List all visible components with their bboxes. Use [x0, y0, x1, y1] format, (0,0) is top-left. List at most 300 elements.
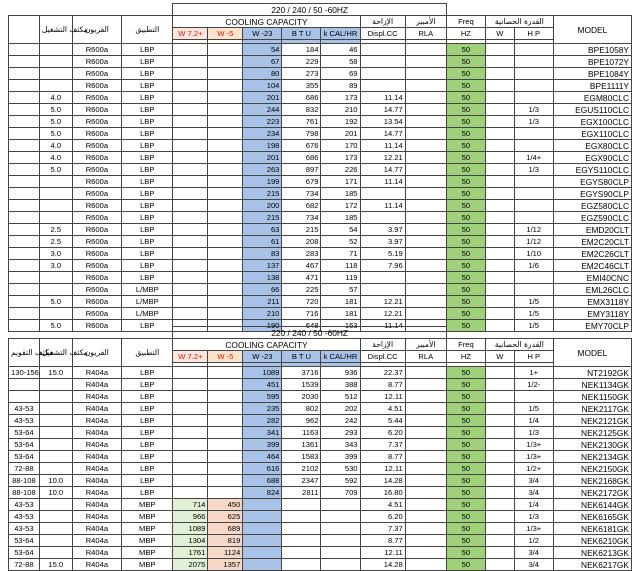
displacement-cell — [360, 272, 405, 284]
refrigerant-cell: R404a — [72, 559, 121, 571]
hp-cell — [514, 44, 553, 56]
freq-cell: 50 — [446, 367, 485, 379]
w72-cell — [173, 308, 208, 320]
table-row — [9, 439, 632, 451]
application-cell: LBP — [122, 260, 173, 272]
hp-cell: 3/4 — [514, 487, 553, 499]
w5-cell — [208, 104, 243, 116]
kcal-cell: 171 — [321, 176, 360, 188]
application-cell: MBP — [122, 511, 173, 523]
model-cell: EM2C20CLT — [553, 236, 631, 248]
run-capacitor-cell — [39, 284, 72, 296]
refrigerant-cell: R404a — [72, 415, 121, 427]
displacement-cell: 14.77 — [360, 128, 405, 140]
application-cell: LBP — [122, 391, 173, 403]
refrigerant-cell: R600a — [72, 152, 121, 164]
btu-cell — [282, 499, 321, 511]
displacement-cell: 11.14 — [360, 176, 405, 188]
freq-cell: 50 — [446, 499, 485, 511]
w72-cell: 966 — [173, 511, 208, 523]
displacement-cell: 6.20 — [360, 511, 405, 523]
table-row — [9, 164, 632, 176]
rla-cell — [405, 284, 446, 296]
kcal-cell: 293 — [321, 427, 360, 439]
application-header: التطبيق — [122, 339, 173, 367]
refrigerant-header: الفريون — [72, 16, 121, 44]
application-cell: LBP — [122, 128, 173, 140]
model-cell: EGYS110CLC — [553, 164, 631, 176]
model-cell: EML26CLC — [553, 284, 631, 296]
w-cell — [485, 403, 514, 415]
kcal-cell — [321, 523, 360, 535]
w-cell — [485, 56, 514, 68]
start-capacitor-cell — [9, 236, 40, 248]
model-cell: NEK2168GK — [553, 475, 631, 487]
model-cell: NEK6165GK — [553, 511, 631, 523]
rla-cell — [405, 224, 446, 236]
run-capacitor-cell — [39, 80, 72, 92]
run-capacitor-cell — [39, 451, 72, 463]
run-capacitor-cell — [39, 499, 72, 511]
start-capacitor-cell — [9, 260, 40, 272]
hp-cell: 1/3 — [514, 116, 553, 128]
refrigerant-cell: R600a — [72, 140, 121, 152]
kcal-cell: 592 — [321, 475, 360, 487]
w72-cell — [173, 296, 208, 308]
w23-cell — [243, 523, 282, 535]
model-cell: EMD20CLT — [553, 224, 631, 236]
model-cell: NEK6210GK — [553, 535, 631, 547]
kcal-cell: 69 — [321, 68, 360, 80]
run-capacitor-cell: 2.5 — [39, 236, 72, 248]
w-cell — [485, 284, 514, 296]
application-cell: LBP — [122, 104, 173, 116]
w72-cell — [173, 200, 208, 212]
application-cell: LBP — [122, 487, 173, 499]
w72-cell — [173, 272, 208, 284]
w-cell — [485, 236, 514, 248]
w23-cell: 67 — [243, 56, 282, 68]
kcal-cell: 388 — [321, 379, 360, 391]
refrigerant-cell: R600a — [72, 128, 121, 140]
rla-cell — [405, 176, 446, 188]
w23-cell: 341 — [243, 427, 282, 439]
btu-cell — [282, 559, 321, 571]
rla-cell — [405, 511, 446, 523]
w5-cell — [208, 188, 243, 200]
application-cell: LBP — [122, 475, 173, 487]
rla-cell — [405, 475, 446, 487]
model-header: MODEL — [553, 339, 631, 367]
model-cell: EMY3118Y — [553, 308, 631, 320]
w23-cell: 244 — [243, 104, 282, 116]
w72-cell — [173, 403, 208, 415]
rla-cell — [405, 236, 446, 248]
run-capacitor-cell: 5.0 — [39, 104, 72, 116]
start-capacitor-cell — [9, 116, 40, 128]
run-capacitor-cell: 4.0 — [39, 92, 72, 104]
model-cell: BPE1084Y — [553, 68, 631, 80]
w5-cell — [208, 427, 243, 439]
w5-header: W -5 — [208, 28, 243, 40]
hp-cell: 1/6 — [514, 260, 553, 272]
blank-cell — [446, 327, 631, 339]
application-cell: LBP — [122, 68, 173, 80]
hz-header: HZ — [446, 351, 485, 363]
kcal-cell: 192 — [321, 116, 360, 128]
w72-cell — [173, 379, 208, 391]
displacement-cell: 3.97 — [360, 236, 405, 248]
start-capacitor-header: مكثف التقويم — [9, 339, 40, 367]
freq-cell: 50 — [446, 523, 485, 535]
table-row — [9, 308, 632, 320]
w72-cell: 714 — [173, 499, 208, 511]
btu-cell: 832 — [282, 104, 321, 116]
kcal-cell: 173 — [321, 152, 360, 164]
voltage-header: 220 / 240 / 50 -60HZ — [173, 327, 446, 339]
w5-cell — [208, 260, 243, 272]
model-cell: EGUS110CLC — [553, 104, 631, 116]
w5-cell — [208, 379, 243, 391]
application-cell: LBP — [122, 451, 173, 463]
application-cell: LBP — [122, 164, 173, 176]
refrigerant-cell: R404a — [72, 451, 121, 463]
w5-cell — [208, 176, 243, 188]
kcal-cell: 172 — [321, 200, 360, 212]
w-cell — [485, 224, 514, 236]
run-capacitor-cell — [39, 415, 72, 427]
freq-cell: 50 — [446, 284, 485, 296]
hp-cell: 1/3 — [514, 104, 553, 116]
w-cell — [485, 200, 514, 212]
btu-cell: 283 — [282, 248, 321, 260]
refrigerant-cell: R404a — [72, 403, 121, 415]
start-capacitor-cell: 72-88 — [9, 559, 40, 571]
kcal-cell: 226 — [321, 164, 360, 176]
compressor-table-r600a — [8, 3, 632, 332]
run-capacitor-cell — [39, 523, 72, 535]
freq-cell: 50 — [446, 152, 485, 164]
refrigerant-cell: R600a — [72, 80, 121, 92]
w72-cell — [173, 188, 208, 200]
w-cell — [485, 140, 514, 152]
w-cell — [485, 104, 514, 116]
rla-cell — [405, 188, 446, 200]
freq-cell: 50 — [446, 92, 485, 104]
cooling-capacity-header: COOLING CAPACITY — [173, 339, 360, 351]
model-cell: NEK2130GK — [553, 439, 631, 451]
w23-cell — [243, 547, 282, 559]
rla-cell — [405, 559, 446, 571]
w72-cell — [173, 248, 208, 260]
voltage-header-row — [9, 327, 632, 339]
displacement-cell — [360, 68, 405, 80]
w23-cell — [243, 511, 282, 523]
run-capacitor-cell: 5.0 — [39, 164, 72, 176]
application-cell: MBP — [122, 523, 173, 535]
kcal-cell: 58 — [321, 56, 360, 68]
freq-cell: 50 — [446, 56, 485, 68]
displacement-cell: 8.77 — [360, 535, 405, 547]
hp-cell — [514, 92, 553, 104]
btu-cell: 734 — [282, 212, 321, 224]
application-cell: LBP — [122, 212, 173, 224]
displacement-cell — [360, 212, 405, 224]
w23-cell: 201 — [243, 152, 282, 164]
freq-cell: 50 — [446, 308, 485, 320]
hp-cell: 1/2 — [514, 535, 553, 547]
freq-cell: 50 — [446, 44, 485, 56]
displacement-cell: 11.14 — [360, 140, 405, 152]
displacement-cell: 6.20 — [360, 427, 405, 439]
freq-cell: 50 — [446, 236, 485, 248]
w5-cell — [208, 224, 243, 236]
w72-cell — [173, 224, 208, 236]
displacement-cell — [360, 80, 405, 92]
rla-cell — [405, 212, 446, 224]
freq-cell: 50 — [446, 224, 485, 236]
refrigerant-cell: R600a — [72, 236, 121, 248]
table-row — [9, 379, 632, 391]
w72-cell — [173, 212, 208, 224]
model-cell: EGYS90CLP — [553, 188, 631, 200]
start-capacitor-cell — [9, 248, 40, 260]
hp-cell: 1/3 — [514, 427, 553, 439]
run-capacitor-cell — [39, 56, 72, 68]
start-capacitor-cell — [9, 391, 40, 403]
displacement-cell: 16.80 — [360, 487, 405, 499]
table-row — [9, 403, 632, 415]
hp-cell — [514, 140, 553, 152]
horsepower-ar-header: القدرة الحصانية — [485, 16, 553, 28]
hp-cell: 1/2+ — [514, 463, 553, 475]
w23-header: W -23 — [243, 28, 282, 40]
btu-cell: 734 — [282, 188, 321, 200]
rla-cell — [405, 116, 446, 128]
table-row — [9, 92, 632, 104]
model-cell: NEK6144GK — [553, 499, 631, 511]
hp-cell: 1/3 — [514, 511, 553, 523]
kcal-cell: 173 — [321, 92, 360, 104]
application-cell: LBP — [122, 367, 173, 379]
btu-cell: 229 — [282, 56, 321, 68]
application-cell: LBP — [122, 463, 173, 475]
w-cell — [485, 499, 514, 511]
table-row — [9, 104, 632, 116]
application-cell: LBP — [122, 80, 173, 92]
rla-cell — [405, 499, 446, 511]
blank-cell — [446, 4, 631, 16]
model-cell: NEK2125GK — [553, 427, 631, 439]
w-cell — [485, 439, 514, 451]
kcal-cell: 54 — [321, 224, 360, 236]
w5-cell — [208, 92, 243, 104]
start-capacitor-cell: 43-53 — [9, 415, 40, 427]
displacement-cell: 8.77 — [360, 379, 405, 391]
model-cell: EGM80CLC — [553, 92, 631, 104]
application-cell: LBP — [122, 92, 173, 104]
model-cell: EMX3118Y — [553, 296, 631, 308]
btu-cell: 1361 — [282, 439, 321, 451]
w5-cell: 1357 — [208, 559, 243, 571]
run-capacitor-cell — [39, 547, 72, 559]
btu-cell: 273 — [282, 68, 321, 80]
run-capacitor-cell: 15.0 — [39, 559, 72, 571]
table-row — [9, 547, 632, 559]
start-capacitor-cell: 88-108 — [9, 475, 40, 487]
run-capacitor-header: مكثف التشغيل — [39, 339, 72, 367]
rla-cell — [405, 403, 446, 415]
btu-cell: 798 — [282, 128, 321, 140]
kcal-cell: 399 — [321, 451, 360, 463]
run-capacitor-cell — [39, 535, 72, 547]
hp-header: H P — [514, 28, 553, 40]
refrigerant-header: الفريون — [72, 339, 121, 367]
rla-cell — [405, 200, 446, 212]
btu-cell: 648 — [282, 320, 321, 332]
refrigerant-cell: R600a — [72, 272, 121, 284]
refrigerant-cell: R600a — [72, 176, 121, 188]
displacement-en-header: Displ.CC — [360, 351, 405, 363]
kcal-cell: 52 — [321, 236, 360, 248]
start-capacitor-cell — [9, 188, 40, 200]
refrigerant-cell: R600a — [72, 92, 121, 104]
refrigerant-cell: R600a — [72, 116, 121, 128]
w5-cell — [208, 308, 243, 320]
hp-cell — [514, 391, 553, 403]
table-row — [9, 511, 632, 523]
hp-cell: 1/5 — [514, 308, 553, 320]
w72-cell — [173, 44, 208, 56]
btu-cell: 682 — [282, 200, 321, 212]
refrigerant-cell: R600a — [72, 68, 121, 80]
hp-cell: 1+ — [514, 367, 553, 379]
w72-cell — [173, 487, 208, 499]
rla-cell — [405, 547, 446, 559]
kcal-header: k CAL/HR — [321, 28, 360, 40]
start-capacitor-cell — [9, 104, 40, 116]
w5-cell — [208, 248, 243, 260]
freq-cell: 50 — [446, 559, 485, 571]
table-row — [9, 44, 632, 56]
application-cell: LBP — [122, 200, 173, 212]
run-capacitor-cell — [39, 439, 72, 451]
start-capacitor-cell: 53-64 — [9, 427, 40, 439]
w-cell — [485, 487, 514, 499]
w23-cell: 61 — [243, 236, 282, 248]
application-cell: LBP — [122, 56, 173, 68]
model-cell: NEK6213GK — [553, 547, 631, 559]
btu-cell: 215 — [282, 224, 321, 236]
rla-cell — [405, 248, 446, 260]
freq-cell: 50 — [446, 463, 485, 475]
displacement-cell: 3.97 — [360, 224, 405, 236]
start-capacitor-cell — [9, 140, 40, 152]
application-cell: LBP — [122, 427, 173, 439]
start-capacitor-cell — [9, 284, 40, 296]
rla-cell — [405, 68, 446, 80]
rla-cell — [405, 463, 446, 475]
btu-cell: 2811 — [282, 487, 321, 499]
rla-cell — [405, 427, 446, 439]
hp-cell: 1/3+ — [514, 451, 553, 463]
btu-cell: 962 — [282, 415, 321, 427]
w5-cell — [208, 212, 243, 224]
amp-ar-header: الأمبير — [405, 16, 446, 28]
w5-cell — [208, 403, 243, 415]
displacement-cell: 14.77 — [360, 104, 405, 116]
displacement-cell: 11.14 — [360, 92, 405, 104]
refrigerant-cell: R404a — [72, 367, 121, 379]
hp-cell: 3/4 — [514, 475, 553, 487]
run-capacitor-cell — [39, 403, 72, 415]
start-capacitor-cell — [9, 164, 40, 176]
refrigerant-cell: R404a — [72, 427, 121, 439]
table-row — [9, 296, 632, 308]
hp-cell: 1/5 — [514, 296, 553, 308]
btu-cell: 676 — [282, 140, 321, 152]
voltage-header-row — [9, 4, 632, 16]
w5-cell — [208, 140, 243, 152]
application-cell: LBP — [122, 116, 173, 128]
refrigerant-cell: R600a — [72, 260, 121, 272]
start-capacitor-cell — [9, 212, 40, 224]
table-row — [9, 128, 632, 140]
w5-cell — [208, 152, 243, 164]
w-cell — [485, 212, 514, 224]
w23-cell: 464 — [243, 451, 282, 463]
freq-cell: 50 — [446, 128, 485, 140]
run-capacitor-cell — [39, 463, 72, 475]
rla-cell — [405, 523, 446, 535]
start-capacitor-cell — [9, 176, 40, 188]
table-row — [9, 499, 632, 511]
hp-cell: 1/4 — [514, 499, 553, 511]
hp-cell — [514, 272, 553, 284]
w72-cell: 1304 — [173, 535, 208, 547]
table-row — [9, 463, 632, 475]
freq-cell: 50 — [446, 212, 485, 224]
w23-cell: 223 — [243, 116, 282, 128]
hp-cell — [514, 56, 553, 68]
table-row — [9, 475, 632, 487]
w-cell — [485, 116, 514, 128]
freq-cell: 50 — [446, 140, 485, 152]
refrigerant-cell: R404a — [72, 523, 121, 535]
freq-cell: 50 — [446, 68, 485, 80]
run-capacitor-cell — [39, 272, 72, 284]
w72-cell — [173, 475, 208, 487]
application-cell: LBP — [122, 439, 173, 451]
hp-cell — [514, 128, 553, 140]
run-capacitor-cell — [39, 511, 72, 523]
w5-cell — [208, 44, 243, 56]
w5-cell — [208, 391, 243, 403]
displacement-cell — [360, 44, 405, 56]
hp-cell: 1/12 — [514, 236, 553, 248]
w-cell — [485, 128, 514, 140]
run-capacitor-cell: 15.0 — [39, 367, 72, 379]
table-row — [9, 188, 632, 200]
w-cell — [485, 379, 514, 391]
table-row — [9, 535, 632, 547]
displacement-ar-header: الإزاحة — [360, 16, 405, 28]
hp-cell: 1/2- — [514, 379, 553, 391]
kcal-cell: 210 — [321, 104, 360, 116]
model-cell: NEK2117GK — [553, 403, 631, 415]
model-cell: EMI40CNC — [553, 272, 631, 284]
table-row — [9, 260, 632, 272]
